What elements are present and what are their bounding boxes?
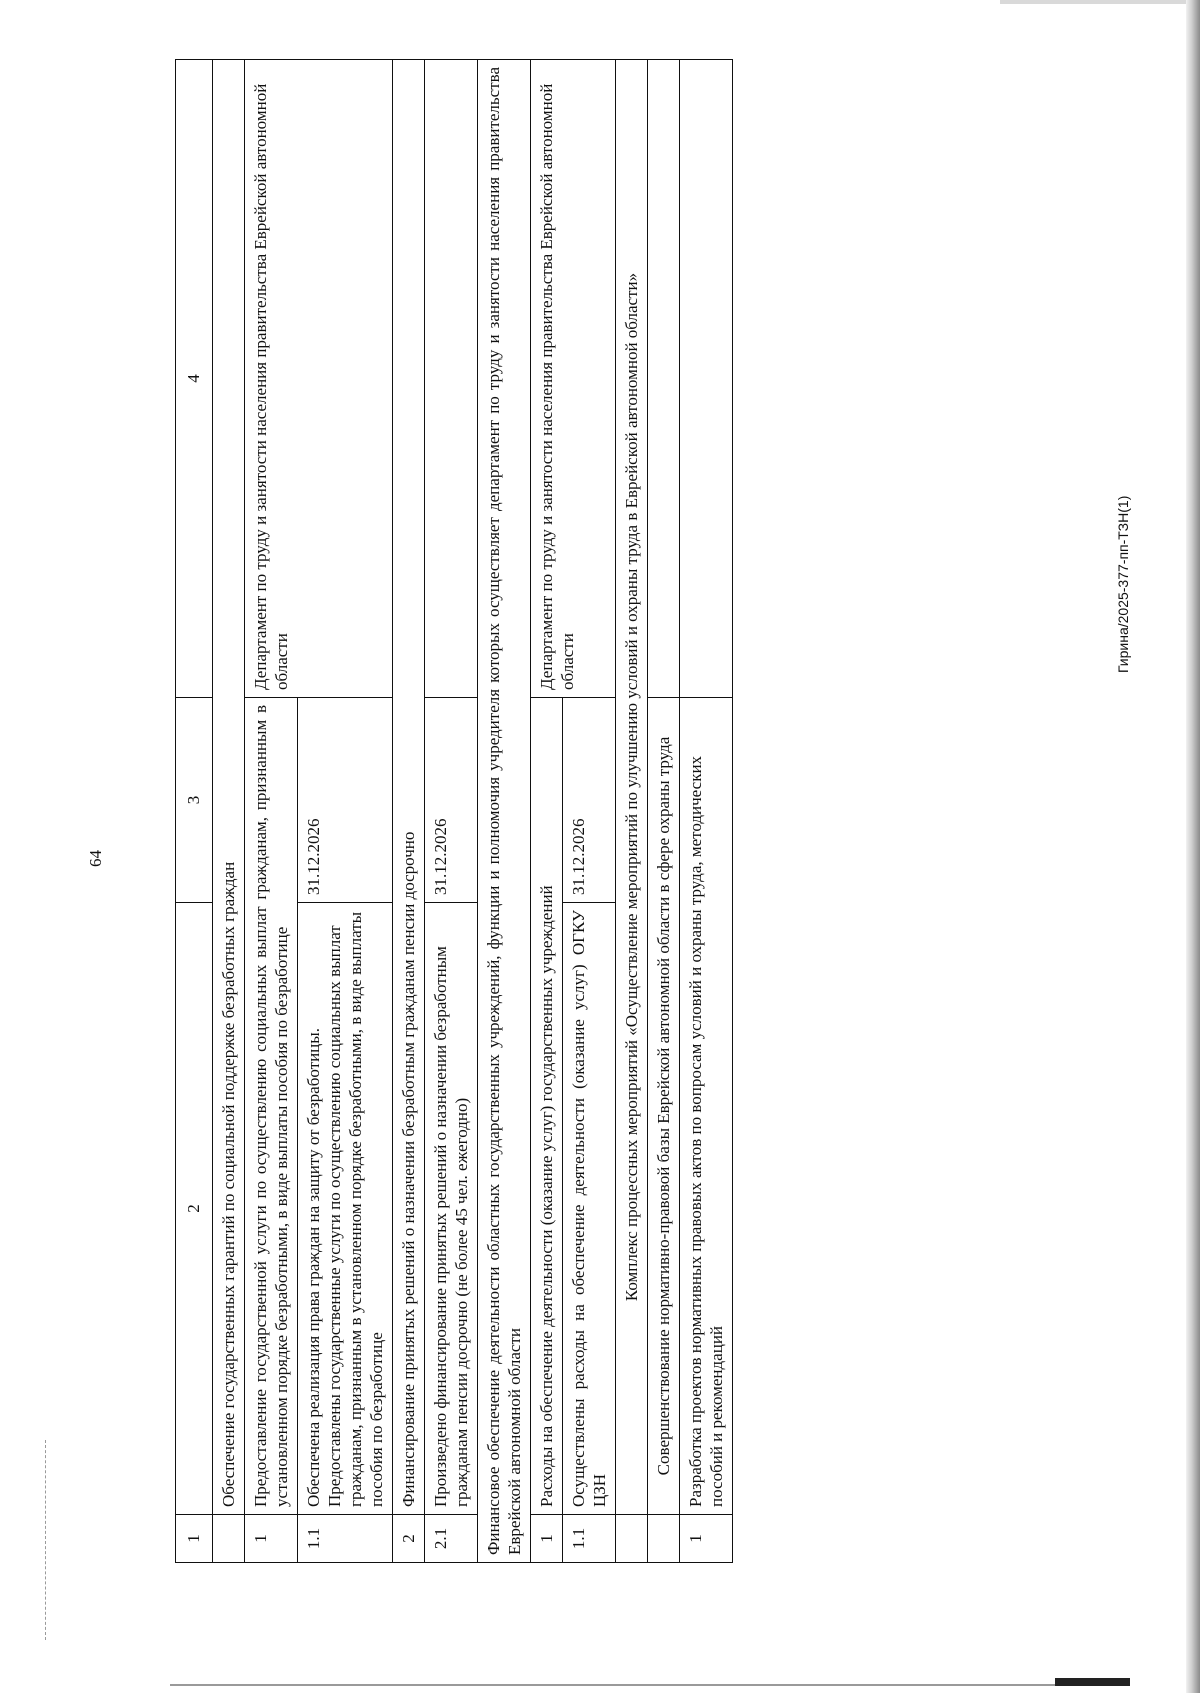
table-cell-empty bbox=[648, 60, 680, 698]
section-title: Финансовое обеспечение деятельности областных государственных учреждений, функции и полномочия учредителя которых осуществляет департамент по труду и занятости населения правительства Еврейской автономной области bbox=[478, 60, 531, 1563]
section-title: Обеспечение государственных гарантий по социальной поддержке безработных граждан bbox=[213, 60, 245, 1515]
row-number: 1.1 bbox=[298, 1515, 393, 1563]
table-cell-empty bbox=[425, 60, 478, 698]
result-line: Предоставлены государственные услуги по осуществлению социальных выплат гражданам, признанным в установленном порядке безработными, в виде выплаты пособия по безработице bbox=[325, 911, 386, 1507]
date-cell: 31.12.2026 bbox=[563, 698, 616, 903]
table-row bbox=[245, 60, 298, 1563]
table-row bbox=[531, 60, 563, 1563]
document-code: Гирина/2025-377-пп-ТЗН(1) bbox=[1115, 495, 1131, 673]
header-col-1: 1 bbox=[176, 1515, 213, 1563]
row-number: 2 bbox=[393, 1515, 425, 1563]
table-header-row bbox=[176, 60, 213, 1563]
table-row bbox=[680, 60, 733, 1563]
row-number: 1 bbox=[531, 1515, 563, 1563]
complex-title: Комплекс процессных мероприятий «Осуществление мероприятий по улучшению условий и охраны труда в Еврейской автономной области» bbox=[616, 60, 648, 1515]
responsible-cell: Департамент по труду и занятости населения правительства Еврейской автономной области bbox=[531, 60, 616, 698]
task-text: Разработка проектов нормативных правовых актов по вопросам условий и охраны труда, методических пособий и рекомендаций bbox=[680, 698, 733, 1515]
section-row bbox=[648, 60, 680, 1563]
result-text: Произведено финансирование принятых решений о назначении безработным гражданам пенсии досрочно (не более 45 чел. ежегодно) bbox=[425, 903, 478, 1515]
header-col-3: 3 bbox=[176, 698, 213, 903]
row-number: 1.1 bbox=[563, 1515, 616, 1563]
table-cell-empty bbox=[213, 1515, 245, 1563]
table-cell-empty bbox=[616, 1515, 648, 1563]
task-text: Расходы на обеспечение деятельности (оказание услуг) государственных учреждений bbox=[531, 698, 563, 1515]
subsection-title: Совершенствование нормативно-правовой базы Еврейской автономной области в сфере охраны труда bbox=[648, 698, 680, 1515]
date-cell: 31.12.2026 bbox=[425, 698, 478, 903]
table-row bbox=[393, 60, 425, 1563]
row-number: 1 bbox=[245, 1515, 298, 1563]
responsible-cell: Департамент по труду и занятости населения правительства Еврейской автономной области bbox=[245, 60, 393, 698]
result-text: Осуществлены расходы на обеспечение деятельности (оказание услуг) ОГКУ ЦЗН bbox=[563, 903, 616, 1515]
table-cell-empty bbox=[648, 1515, 680, 1563]
activities-table bbox=[175, 59, 733, 1563]
result-text bbox=[298, 903, 393, 1515]
row-number: 1 bbox=[680, 1515, 733, 1563]
date-cell: 31.12.2026 bbox=[298, 698, 393, 903]
page-number: 64 bbox=[86, 850, 105, 867]
header-col-4: 4 bbox=[176, 60, 213, 698]
task-text: Финансирование принятых решений о назначении безработным гражданам пенсии досрочно bbox=[393, 60, 425, 1515]
task-text: Предоставление государственной услуги по осуществлению социальных выплат гражданам, признанным в установленном порядке безработными, в виде выплаты пособия по безработице bbox=[245, 698, 298, 1515]
row-number: 2.1 bbox=[425, 1515, 478, 1563]
section-row bbox=[616, 60, 648, 1563]
result-line: Обеспечена реализация права граждан на защиту от безработицы. bbox=[304, 1028, 323, 1507]
header-col-2: 2 bbox=[176, 903, 213, 1515]
table-row bbox=[425, 60, 478, 1563]
section-row bbox=[213, 60, 245, 1563]
section-row bbox=[478, 60, 531, 1563]
table-cell-empty bbox=[680, 60, 733, 698]
